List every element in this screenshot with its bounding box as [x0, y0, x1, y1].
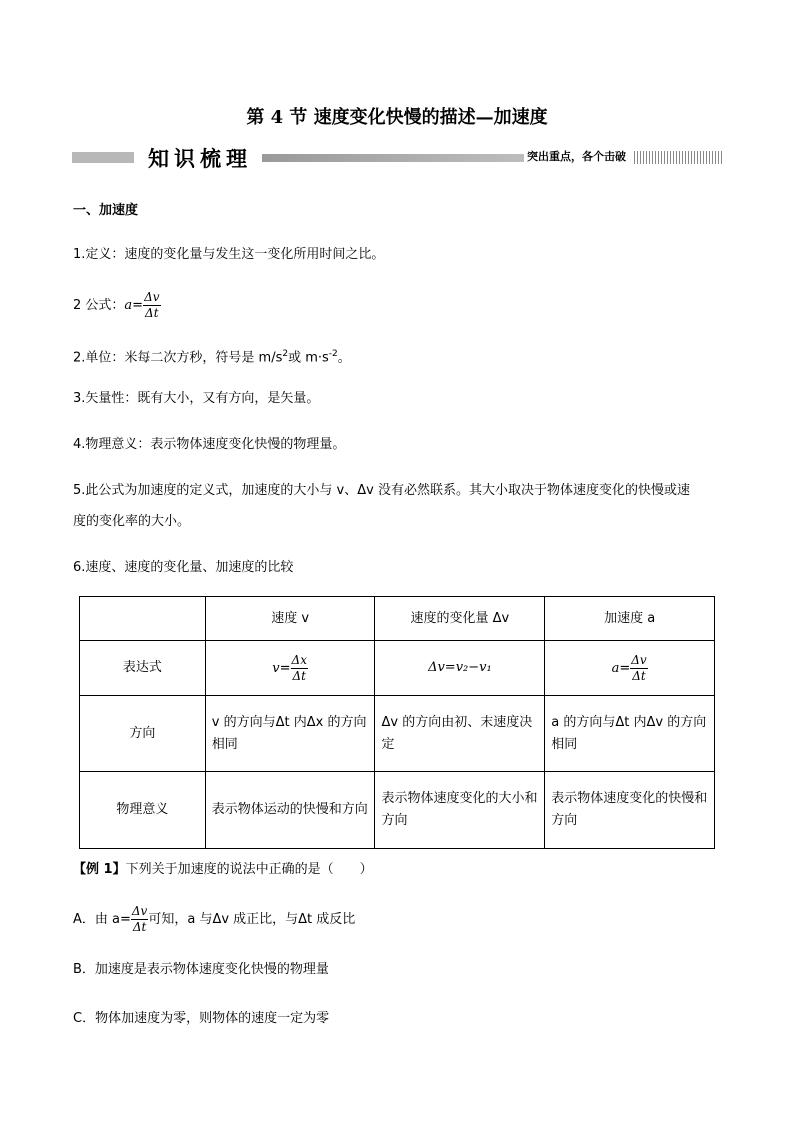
formula-fraction	[143, 290, 160, 321]
row-label: 物理意义	[80, 772, 206, 849]
table-row	[80, 641, 715, 696]
example-stem: 下列关于加速度的说法中正确的是（ ）	[125, 862, 373, 877]
unit-end: 。	[337, 350, 351, 366]
choice-c: C．物体加速度为零，则物体的速度一定为零	[73, 1011, 330, 1026]
table-header: 速度 v	[205, 597, 375, 641]
formula-label: 2 公式：	[73, 298, 125, 313]
vector-line: 3.矢量性：既有大小，又有方向，是矢量。	[73, 391, 320, 406]
table-row	[80, 696, 715, 772]
row-label: 方向	[80, 696, 206, 772]
expr-a-numerator: Δv	[631, 652, 647, 667]
choice-a-numerator: Δv	[131, 904, 148, 918]
page-title: 第 4 节 速度变化快慢的描述—加速度	[246, 107, 548, 128]
example-stem-line	[73, 861, 373, 879]
meaning-line: 4.物理意义：表示物体速度变化快慢的物理量。	[73, 437, 346, 452]
table-cell: v= $\frac{\Delta x}{\Delta t}$	[205, 641, 375, 696]
expr-v-fraction	[291, 653, 308, 684]
expr-a-fraction	[630, 653, 647, 684]
comparison-table	[79, 596, 715, 849]
choice-a	[73, 904, 355, 936]
choice-a-denominator: Δt	[132, 920, 147, 934]
table-cell	[80, 597, 206, 641]
choice-b: B．加速度是表示物体速度变化快慢的物理量	[73, 962, 329, 977]
unit-prefix: 2.单位：米每二次方秒，符号是 m/s	[73, 350, 283, 366]
choice-a-fraction	[131, 904, 148, 935]
table-cell: Δv 的方向由初、末速度决定	[375, 696, 545, 772]
expr-v-lhs: v	[272, 660, 280, 676]
expr-v-denominator: Δt	[292, 668, 307, 683]
expr-a-lhs: a	[611, 660, 620, 676]
table-row	[80, 597, 715, 641]
table-cell: a 的方向与Δt 内Δv 的方向相同	[545, 696, 715, 772]
section-banner	[72, 146, 722, 172]
expr-v-numerator: Δx	[291, 652, 307, 667]
unit-mid: 或 m·s	[288, 350, 329, 366]
expr-a-denominator: Δt	[632, 668, 646, 683]
definition-line: 1.定义：速度的变化量与发生这一变化所用时间之比。	[73, 247, 385, 262]
section-heading: 一、加速度	[73, 203, 139, 218]
choice-a-prefix: A．由 a=	[73, 912, 131, 927]
table-cell: 表示物体运动的快慢和方向	[205, 772, 375, 849]
table-cell: Δv=v₂−v₁	[375, 641, 545, 696]
table-header: 加速度 a	[545, 597, 715, 641]
formula-denominator: Δt	[145, 306, 159, 320]
note-line-1: 5.此公式为加速度的定义式，加速度的大小与 v、Δv 没有必然联系。其大小取决于物体速度变化的快慢或速	[73, 483, 690, 498]
unit-sup2: -2	[328, 349, 338, 359]
unit-sup: 2	[282, 349, 289, 359]
row-label: 表达式	[80, 641, 206, 696]
compare-title: 6.速度、速度的变化量、加速度的比较	[73, 560, 294, 575]
note-line-2: 度的变化率的大小。	[73, 514, 191, 529]
table-cell: 表示物体速度变化的快慢和方向	[545, 772, 715, 849]
unit-line	[73, 345, 351, 367]
choice-a-suffix: 可知，a 与Δv 成正比，与Δt 成反比	[148, 912, 356, 927]
formula-numerator: Δv	[144, 290, 160, 304]
banner-tag: 突出重点，各个击破	[524, 150, 629, 164]
table-cell: a= $\frac{\Delta v}{\Delta t}$	[545, 641, 715, 696]
table-row	[80, 772, 715, 849]
table-cell: 表示物体速度变化的大小和方向	[375, 772, 545, 849]
formula-line: 2 公式：a= $\frac{\Delta v}{\Delta t}$	[73, 290, 160, 320]
banner-heading: 知识梳理	[148, 146, 252, 171]
example-label: 【例 1】	[73, 862, 126, 877]
banner-bar-left	[72, 152, 134, 163]
formula-lhs: a	[124, 298, 133, 313]
table-cell: v 的方向与Δt 内Δx 的方向相同	[205, 696, 375, 772]
banner-bar-right	[634, 151, 722, 164]
table-header: 速度的变化量 Δv	[375, 597, 545, 641]
